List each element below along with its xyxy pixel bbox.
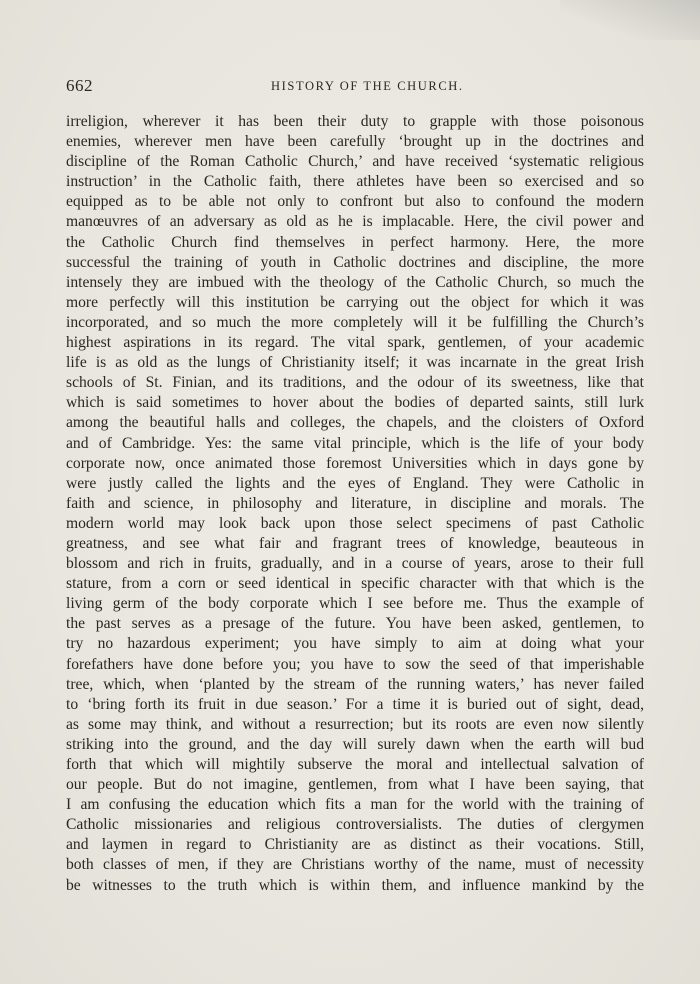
text-line: and of Cambridge. Yes: the same vital principle, which is the life of your body <box>66 434 644 452</box>
text-line: faith and science, in philosophy and literature, in discipline and morals. The <box>66 494 644 512</box>
text-line: highest aspirations in its regard. The vital spark, gentlemen, of your academic <box>66 334 644 352</box>
text-line: our people. But do not imagine, gentlemen, from what I have been saying, that <box>66 776 644 794</box>
text-line: stature, from a corn or seed identical in specific character with that which is the <box>66 575 644 593</box>
text-line: corporate now, once animated those foremost Universities which in days gone by <box>66 454 644 472</box>
text-line: intensely they are imbued with the theology of the Catholic Church, so much the <box>66 273 644 291</box>
text-line: and laymen in regard to Christianity are as distinct as their vocations. Still, <box>66 836 644 854</box>
text-line: try no hazardous experiment; you have simply to aim at doing what your <box>66 635 644 653</box>
text-line: equipped as to be able not only to confront but also to confound the modern <box>66 193 644 211</box>
text-line: greatness, and see what fair and fragrant trees of knowledge, beauteous in <box>66 534 644 552</box>
text-line: more perfectly will this institution be carrying out the object for which it was <box>66 293 644 311</box>
text-line: as some may think, and without a resurrection; but its roots are even now silently <box>66 715 644 733</box>
text-line: striking into the ground, and the day will surely dawn when the earth will bud <box>66 735 644 753</box>
text-line: modern world may look back upon those select specimens of past Catholic <box>66 514 644 532</box>
text-line: tree, which, when ‘planted by the stream of the running waters,’ has never failed <box>66 675 644 693</box>
text-line: Catholic missionaries and religious controversialists. The duties of clergymen <box>66 816 644 834</box>
text-line: blossom and rich in fruits, gradually, and in a course of years, arose to their full <box>66 555 644 573</box>
page-number: 662 <box>66 76 93 95</box>
text-line: successful the training of youth in Catholic doctrines and discipline, the more <box>66 253 644 271</box>
text-line: be witnesses to the truth which is within them, and influence mankind by the <box>66 876 644 894</box>
text-line: I am confusing the education which fits a man for the world with the training of <box>66 796 644 814</box>
page-header <box>66 76 650 100</box>
text-line: life is as old as the lungs of Christianity itself; it was incarnate in the great Irish <box>66 354 644 372</box>
page-corner-shadow <box>560 0 700 40</box>
running-head: HISTORY OF THE CHURCH. <box>271 79 464 93</box>
text-line: forefathers have done before you; you have to sow the seed of that imperishable <box>66 655 644 673</box>
text-line: both classes of men, if they are Christians worthy of the name, must of necessity <box>66 856 644 874</box>
text-line: forth that which will mightily subserve the moral and intellectual salvation of <box>66 756 644 773</box>
text-line: schools of St. Finian, and its traditions, and the odour of its sweetness, like that <box>66 374 644 392</box>
text-line: living germ of the body corporate which I see before me. Thus the example of <box>66 595 644 613</box>
text-line: were justly called the lights and the eyes of England. They were Catholic in <box>66 474 644 492</box>
text-line: enemies, wherever men have been carefully ‘brought up in the doctrines and <box>66 133 644 151</box>
text-line: instruction’ in the Catholic faith, there athletes have been so exercised and so <box>66 173 644 191</box>
text-line: to ‘bring forth its fruit in due season.’ For a time it is buried out of sight, dead, <box>66 695 644 713</box>
text-line: manœuvres of an adversary as old as he is implacable. Here, the civil power and <box>66 213 644 231</box>
text-line: among the beautiful halls and colleges, the chapels, and the cloisters of Oxford <box>66 414 644 432</box>
text-line: the Catholic Church find themselves in perfect harmony. Here, the more <box>66 233 644 251</box>
text-line: irreligion, wherever it has been their duty to grapple with those poisonous <box>66 113 644 130</box>
body-text <box>66 112 644 896</box>
text-line: discipline of the Roman Catholic Church,’ and have received ‘systematic religious <box>66 153 644 171</box>
text-line: the past serves as a presage of the future. You have been asked, gentlemen, to <box>66 615 644 633</box>
text-line: which is said sometimes to hover about the bodies of departed saints, still lurk <box>66 394 644 412</box>
text-line: incorporated, and so much the more completely will it be fulfilling the Church’s <box>66 313 644 331</box>
